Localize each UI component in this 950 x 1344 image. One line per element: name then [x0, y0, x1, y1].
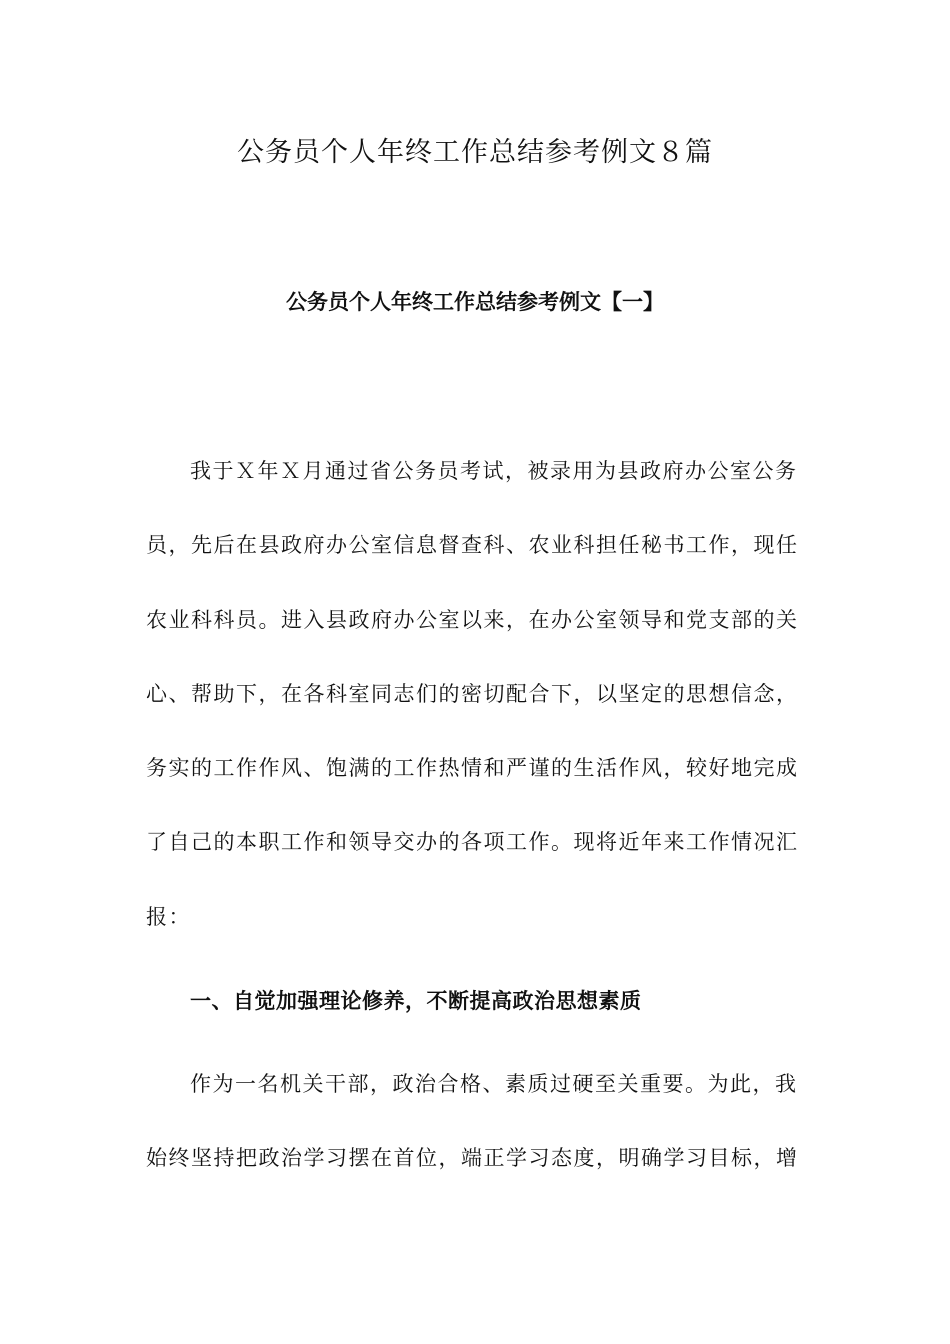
paragraph-line: 了自己的本职工作和领导交办的各项工作。现将近年来工作情况汇: [146, 830, 799, 855]
paragraph-line: 员，先后在县政府办公室信息督查科、农业科担任秘书工作，现任: [146, 533, 799, 558]
paragraph-line: 作为一名机关干部，政治合格、素质过硬至关重要。为此，我: [190, 1072, 798, 1096]
heading-political-quality: 一、自觉加强理论修养，不断提高政治思想素质: [190, 988, 642, 1013]
paragraph-intro: [146, 434, 799, 954]
paragraph-line: 我于Ｘ年Ｘ月通过省公务员考试，被录用为县政府办公室公务: [190, 459, 798, 483]
paragraph-political-study: [146, 1047, 799, 1196]
paragraph-line: 报：: [146, 904, 191, 929]
document-title: 公务员个人年终工作总结参考例文８篇: [237, 137, 713, 168]
paragraph-line: 务实的工作作风、饱满的工作热情和严谨的生活作风，较好地完成: [146, 756, 799, 781]
paragraph-line: 心、帮助下，在各科室同志们的密切配合下，以坚定的思想信念，: [146, 681, 799, 706]
paragraph-line: 始终坚持把政治学习摆在首位，端正学习态度，明确学习目标，增: [146, 1146, 799, 1171]
section-title: 公务员个人年终工作总结参考例文【一】: [286, 289, 664, 314]
paragraph-line: 农业科科员。进入县政府办公室以来，在办公室领导和党支部的关: [146, 607, 799, 632]
